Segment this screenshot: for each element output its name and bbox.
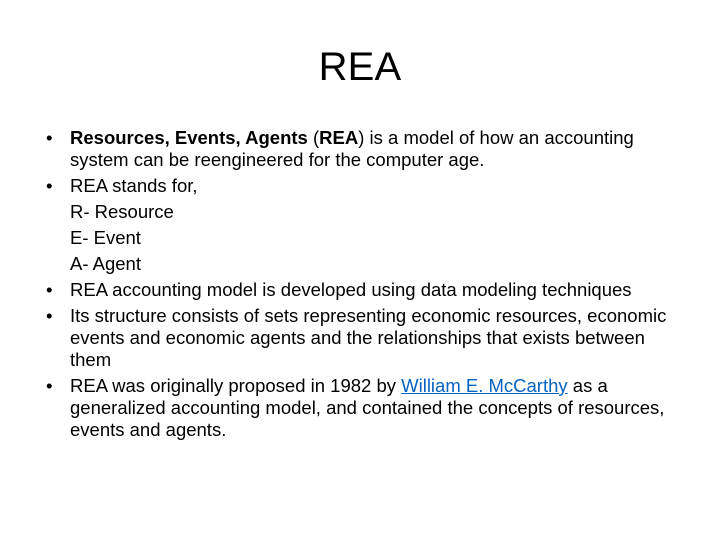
origin-text-before: REA was originally proposed in 1982 by: [70, 375, 402, 396]
paren-open: (: [307, 127, 320, 148]
structure-text: Its structure consists of sets representing economic resources, economic events and economic agents and the relationships that exists between them: [70, 305, 667, 370]
stands-for-text: REA stands for,: [70, 175, 198, 196]
bullet-item-rea-definition: [46, 127, 691, 171]
bullet-item-structure: [46, 305, 691, 371]
origin-text-after: as a generalized accounting model, and contained the concepts of resources, events and agents.: [70, 375, 665, 440]
bullet-item-data-modeling: [46, 279, 691, 301]
sub-line-text: A- Agent: [70, 253, 141, 274]
definition-text: ) is a model of how an accounting system can be reengineered for the computer age.: [70, 127, 634, 170]
data-modeling-text: REA accounting model is developed using data modeling techniques: [70, 279, 632, 300]
sub-line-text: E- Event: [70, 227, 141, 248]
bullet-item-rea-stands-for: [46, 175, 691, 197]
sub-line-resource: [46, 201, 691, 223]
bold-lead: Resources, Events, Agents: [70, 127, 308, 148]
mccarthy-link[interactable]: William E. McCarthy: [401, 375, 568, 396]
bold-abbreviation: REA: [319, 127, 359, 148]
bullet-list: [46, 127, 691, 445]
sub-line-text: R- Resource: [70, 201, 174, 222]
sub-line-event: [46, 227, 691, 249]
slide-title: REA: [318, 45, 402, 89]
bullet-item-origin: [46, 375, 691, 441]
sub-line-agent: [46, 253, 691, 275]
